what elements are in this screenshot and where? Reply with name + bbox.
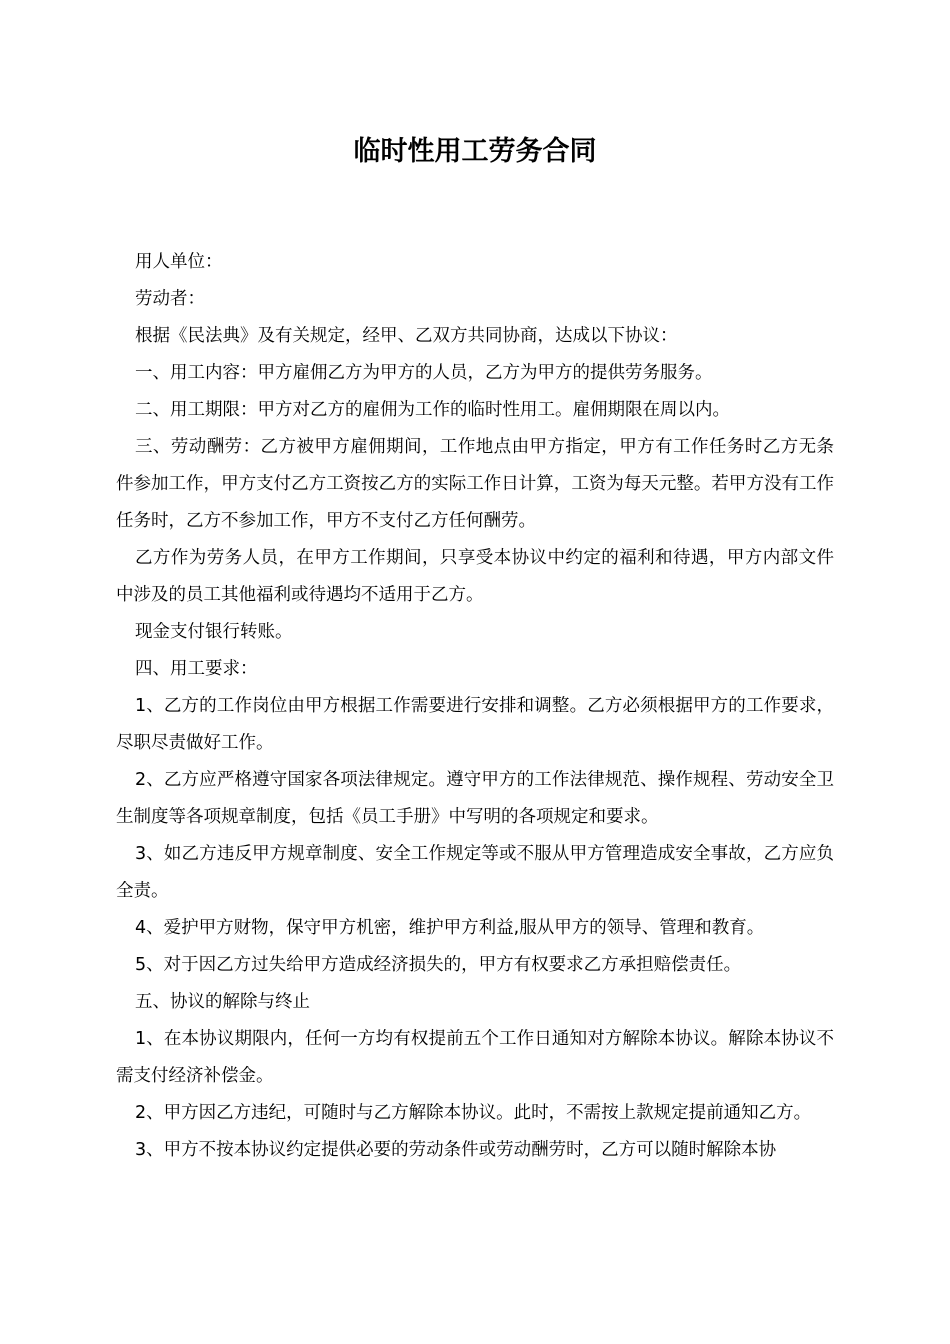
section-1-work-content: 一、用工内容：甲方雇佣乙方为甲方的人员，乙方为甲方的提供劳务服务。 bbox=[135, 363, 713, 383]
requirement-item-4: 4、爱护甲方财物，保守甲方机密，维护甲方利益,服从甲方的领导、管理和教育。 bbox=[135, 918, 765, 938]
payment-method-line: 现金支付银行转账。 bbox=[135, 622, 293, 642]
section-2-work-term: 二、用工期限：甲方对乙方的雇佣为工作的临时性用工。雇佣期限在周以内。 bbox=[135, 400, 730, 420]
benefits-paragraph: 乙方作为劳务人员，在甲方工作期间，只享受本协议中约定的福利和待遇，甲方内部文件中涉及的员工其他福利或待遇均不适用于乙方。 bbox=[116, 548, 834, 605]
termination-item-2: 2、甲方因乙方违纪，可随时与乙方解除本协议。此时，不需按上款规定提前通知乙方。 bbox=[135, 1103, 812, 1123]
worker-line: 劳动者： bbox=[135, 289, 205, 309]
termination-item-1: 1、在本协议期限内，任何一方均有权提前五个工作日通知对方解除本协议。解除本协议不需支付经济补偿金。 bbox=[116, 1029, 834, 1086]
document-body bbox=[116, 244, 834, 1169]
requirement-item-2: 2、乙方应严格遵守国家各项法律规定。遵守甲方的工作法律规范、操作规程、劳动安全卫生制度等各项规章制度，包括《员工手册》中写明的各项规定和要求。 bbox=[116, 770, 834, 827]
termination-item-3: 3、甲方不按本协议约定提供必要的劳动条件或劳动酬劳时，乙方可以随时解除本协 bbox=[135, 1140, 777, 1160]
requirement-item-1: 1、乙方的工作岗位由甲方根据工作需要进行安排和调整。乙方必须根据甲方的工作要求，尽职尽责做好工作。 bbox=[116, 696, 834, 753]
section-4-heading: 四、用工要求： bbox=[135, 659, 258, 679]
section-3-remuneration: 三、劳动酬劳：乙方被甲方雇佣期间，工作地点由甲方指定，甲方有工作任务时乙方无条件参加工作，甲方支付乙方工资按乙方的实际工作日计算，工资为每天元整。若甲方没有工作任务时，乙方不参加工作，甲方不支付乙方任何酬劳。 bbox=[116, 437, 834, 531]
requirement-item-5: 5、对于因乙方过失给甲方造成经济损失的，甲方有权要求乙方承担赔偿责任。 bbox=[135, 955, 742, 975]
document-title: 临时性用工劳务合同 bbox=[353, 136, 597, 167]
section-5-heading: 五、协议的解除与终止 bbox=[135, 992, 310, 1012]
requirement-item-3: 3、如乙方违反甲方规章制度、安全工作规定等或不服从甲方管理造成安全事故，乙方应负全责。 bbox=[116, 844, 834, 901]
preamble-paragraph: 根据《民法典》及有关规定，经甲、乙双方共同协商，达成以下协议： bbox=[135, 326, 678, 346]
employer-line: 用人单位： bbox=[135, 252, 223, 272]
